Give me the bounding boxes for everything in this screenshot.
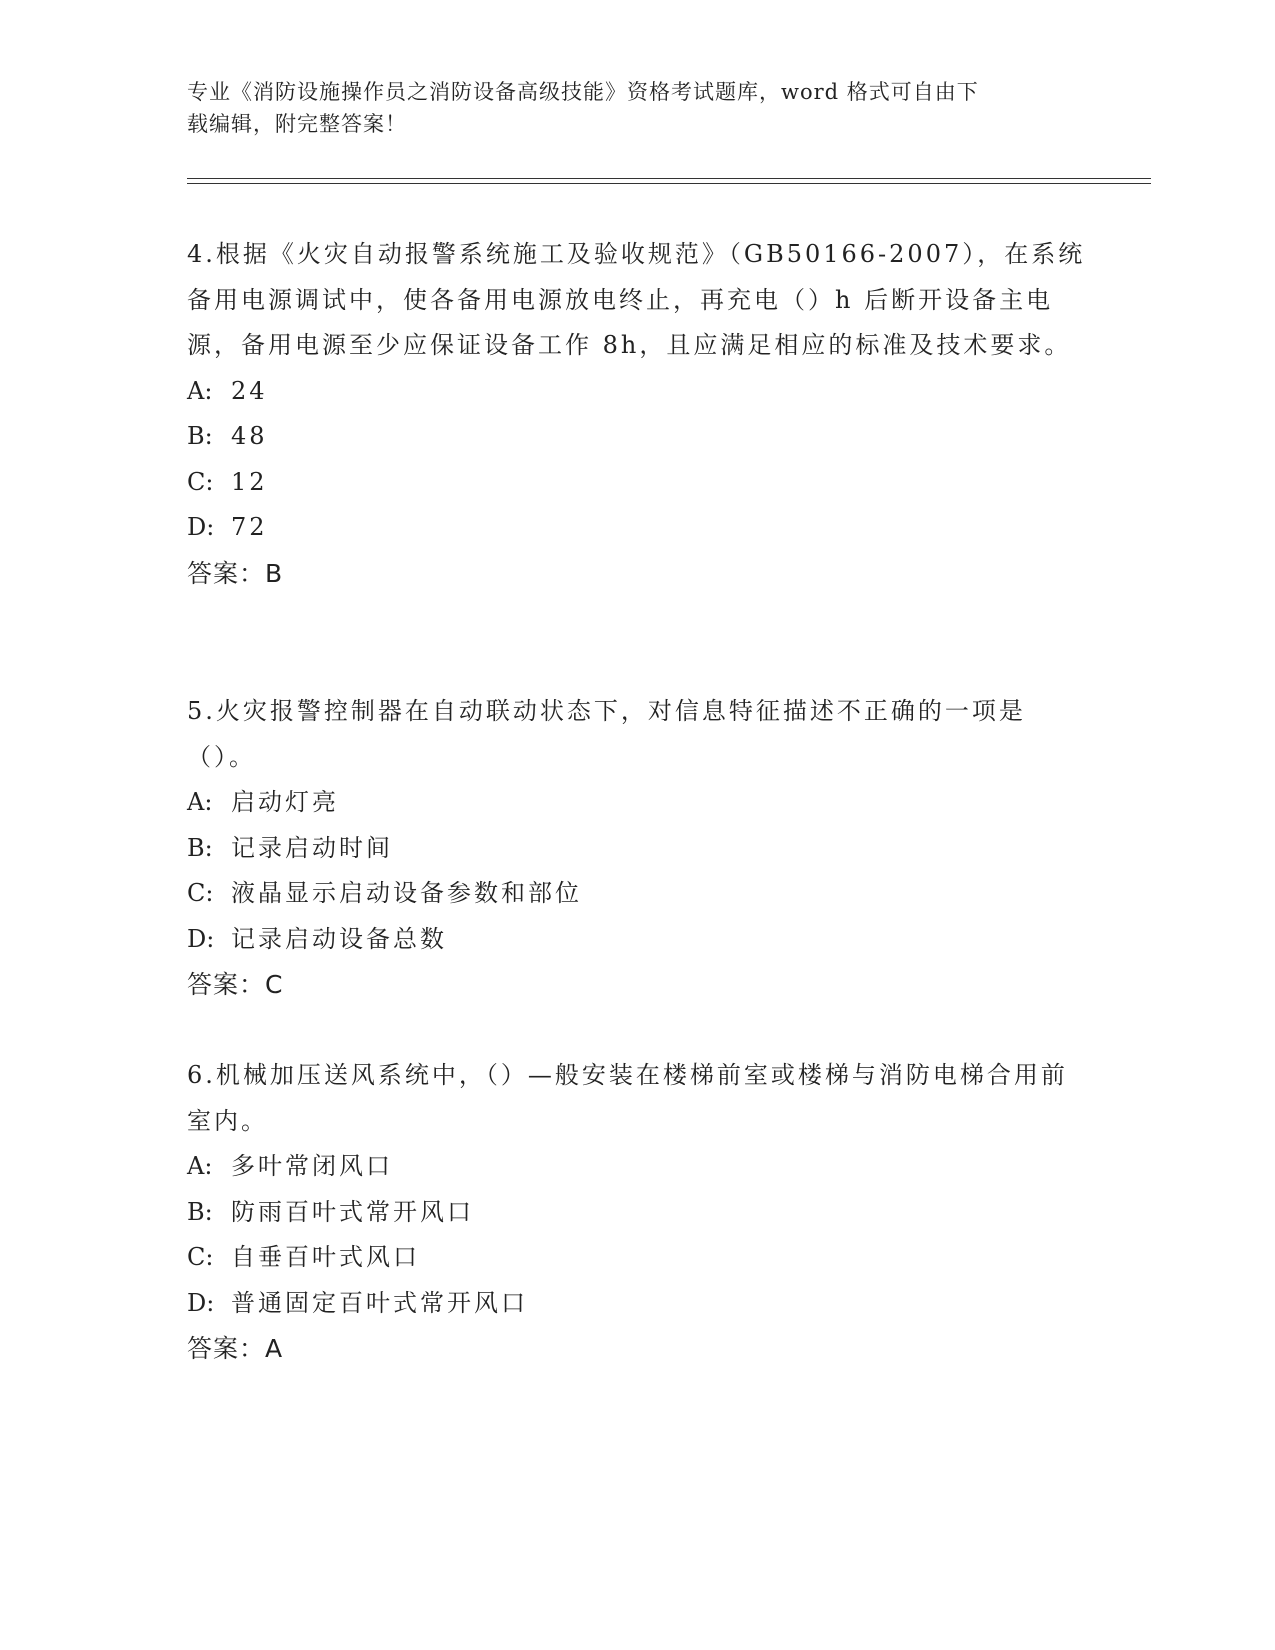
answer-line: 答案：C xyxy=(187,970,284,999)
option-key: C: xyxy=(187,467,214,496)
option-text: 多叶常闭风口 xyxy=(231,1152,393,1180)
option-c xyxy=(187,871,1087,917)
option-key: C: xyxy=(187,1243,214,1271)
question-stem: 4.根据《火灾自动报警系统施工及验收规范》（GB50166-2007），在系统备用电源调试中，使各备用电源放电终止，再充电（）h 后断开设备主电源，备用电源至少应保证设备工作 8h，且应满足相应的标准及技术要求。 xyxy=(187,240,1086,359)
question-stem: 5.火灾报警控制器在自动联动状态下，对信息特征描述不正确的一项是（）。 xyxy=(187,697,1026,771)
option-key: D: xyxy=(187,513,215,541)
option-key: C: xyxy=(187,879,214,907)
option-text: 普通固定百叶式常开风口 xyxy=(231,1288,528,1317)
option-text: 24 xyxy=(231,376,268,405)
option-b xyxy=(187,414,1087,460)
header-divider-top xyxy=(187,178,1151,179)
question-stem: 6.机械加压送风系统中，（）—般安装在楼梯前室或楼梯与消防电梯合用前室内。 xyxy=(187,1061,1068,1135)
option-text: 48 xyxy=(231,422,268,450)
option-key: A: xyxy=(187,788,213,816)
answer-line: 答案：A xyxy=(187,1334,284,1363)
option-text: 72 xyxy=(231,513,268,541)
option-text: 12 xyxy=(231,467,268,496)
option-key: B: xyxy=(187,833,213,862)
document-header xyxy=(187,76,1067,140)
question-6 xyxy=(187,1053,1087,1372)
option-c xyxy=(187,1235,1087,1281)
option-key: A: xyxy=(187,376,213,405)
option-text: 启动灯亮 xyxy=(231,788,339,816)
option-text: 液晶显示启动设备参数和部位 xyxy=(231,879,582,907)
option-text: 记录启动时间 xyxy=(231,833,393,862)
option-key: B: xyxy=(187,422,213,450)
header-line-2: 载编辑，附完整答案！ xyxy=(187,112,407,136)
option-c xyxy=(187,460,1087,506)
option-key: D: xyxy=(187,1288,215,1317)
header-divider-bottom xyxy=(187,183,1151,184)
option-key: B: xyxy=(187,1197,213,1226)
question-5 xyxy=(187,689,1087,1008)
option-b xyxy=(187,826,1087,872)
option-text: 自垂百叶式风口 xyxy=(231,1243,420,1271)
option-a xyxy=(187,780,1087,826)
option-d xyxy=(187,505,1087,551)
option-key: A: xyxy=(187,1152,213,1180)
option-b xyxy=(187,1190,1087,1236)
option-text: 防雨百叶式常开风口 xyxy=(231,1197,474,1226)
option-d xyxy=(187,917,1087,963)
option-a xyxy=(187,369,1087,415)
option-d xyxy=(187,1281,1087,1327)
header-line-1: 专业《消防设施操作员之消防设备高级技能》资格考试题库，word 格式可自由下 xyxy=(187,80,979,104)
question-4 xyxy=(187,232,1087,596)
answer-line: 答案：B xyxy=(187,558,284,588)
option-text: 记录启动设备总数 xyxy=(231,924,447,953)
option-a xyxy=(187,1144,1087,1190)
option-key: D: xyxy=(187,924,215,953)
